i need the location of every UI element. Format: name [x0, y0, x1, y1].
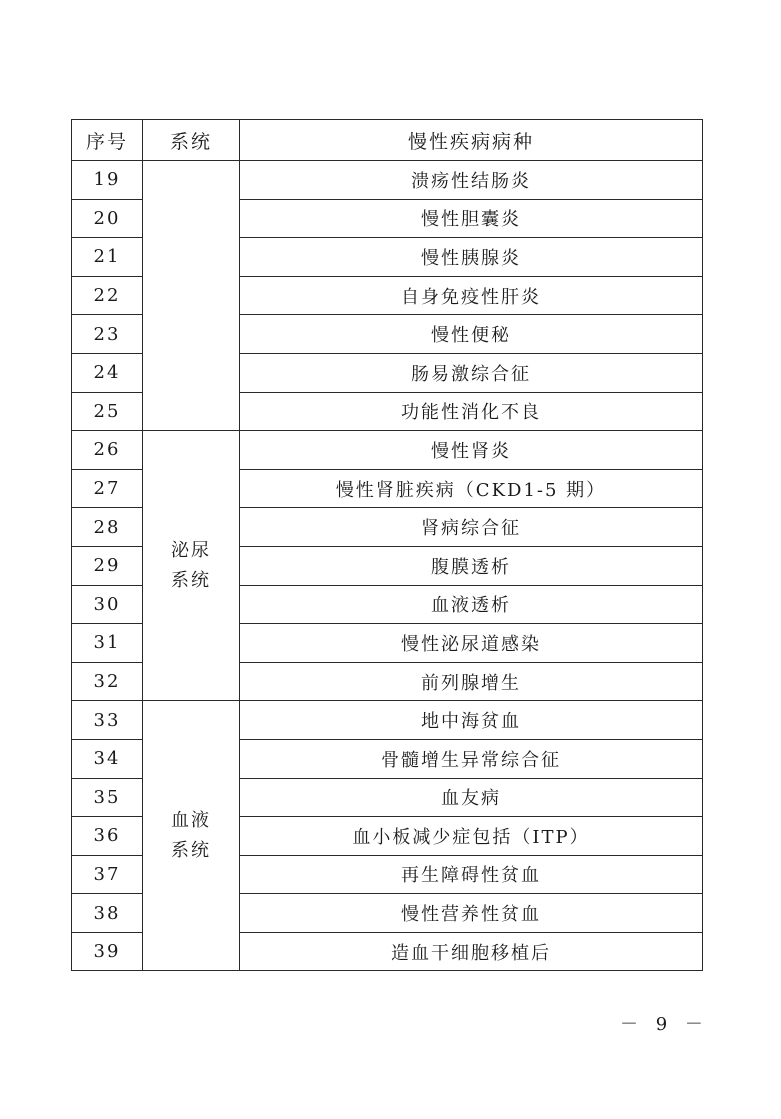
row-number: 30 [72, 585, 143, 624]
disease-name: 前列腺增生 [240, 662, 703, 701]
disease-name: 慢性泌尿道感染 [240, 624, 703, 663]
row-number: 26 [72, 431, 143, 470]
header-serial-number: 序号 [72, 120, 143, 161]
header-system: 系统 [143, 120, 240, 161]
row-number: 37 [72, 855, 143, 894]
system-group-cell [143, 161, 240, 431]
row-number: 32 [72, 662, 143, 701]
system-group-cell-urinary [143, 431, 240, 701]
row-number: 33 [72, 701, 143, 740]
disease-name: 地中海贫血 [240, 701, 703, 740]
disease-name: 慢性胰腺炎 [240, 238, 703, 277]
row-number: 23 [72, 315, 143, 354]
header-disease-type: 慢性疾病病种 [240, 120, 703, 161]
disease-name: 慢性肾脏疾病（CKD1-5 期） [240, 469, 703, 508]
row-number: 21 [72, 238, 143, 277]
row-number: 25 [72, 392, 143, 431]
row-number: 24 [72, 353, 143, 392]
disease-name: 慢性肾炎 [240, 431, 703, 470]
row-number: 35 [72, 778, 143, 817]
system-label-line1: 血液 [171, 809, 211, 831]
disease-name: 肾病综合征 [240, 508, 703, 547]
disease-table [71, 119, 703, 971]
table-row [72, 701, 703, 740]
disease-name: 慢性便秘 [240, 315, 703, 354]
system-group-cell-blood [143, 701, 240, 971]
row-number: 28 [72, 508, 143, 547]
system-label-line2: 系统 [171, 569, 211, 591]
disease-name: 功能性消化不良 [240, 392, 703, 431]
row-number: 29 [72, 546, 143, 585]
disease-name: 慢性营养性贫血 [240, 894, 703, 933]
disease-name: 肠易激综合征 [240, 353, 703, 392]
disease-name: 造血干细胞移植后 [240, 932, 703, 971]
disease-name: 血小板减少症包括（ITP） [240, 817, 703, 856]
row-number: 19 [72, 161, 143, 200]
disease-name: 腹膜透析 [240, 546, 703, 585]
disease-name: 慢性胆囊炎 [240, 199, 703, 238]
row-number: 38 [72, 894, 143, 933]
row-number: 39 [72, 932, 143, 971]
system-label-line2: 系统 [171, 839, 211, 861]
table-row [72, 431, 703, 470]
table-row [72, 161, 703, 200]
row-number: 27 [72, 469, 143, 508]
disease-name: 溃疡性结肠炎 [240, 161, 703, 200]
table-header-row [72, 120, 703, 161]
row-number: 31 [72, 624, 143, 663]
row-number: 20 [72, 199, 143, 238]
disease-name: 血液透析 [240, 585, 703, 624]
row-number: 22 [72, 276, 143, 315]
system-label-line1: 泌尿 [171, 539, 211, 561]
disease-name: 血友病 [240, 778, 703, 817]
disease-name: 自身免疫性肝炎 [240, 276, 703, 315]
disease-name: 骨髓增生异常综合征 [240, 739, 703, 778]
row-number: 36 [72, 817, 143, 856]
row-number: 34 [72, 739, 143, 778]
disease-name: 再生障碍性贫血 [240, 855, 703, 894]
page-number: － 9 － [620, 1014, 709, 1035]
